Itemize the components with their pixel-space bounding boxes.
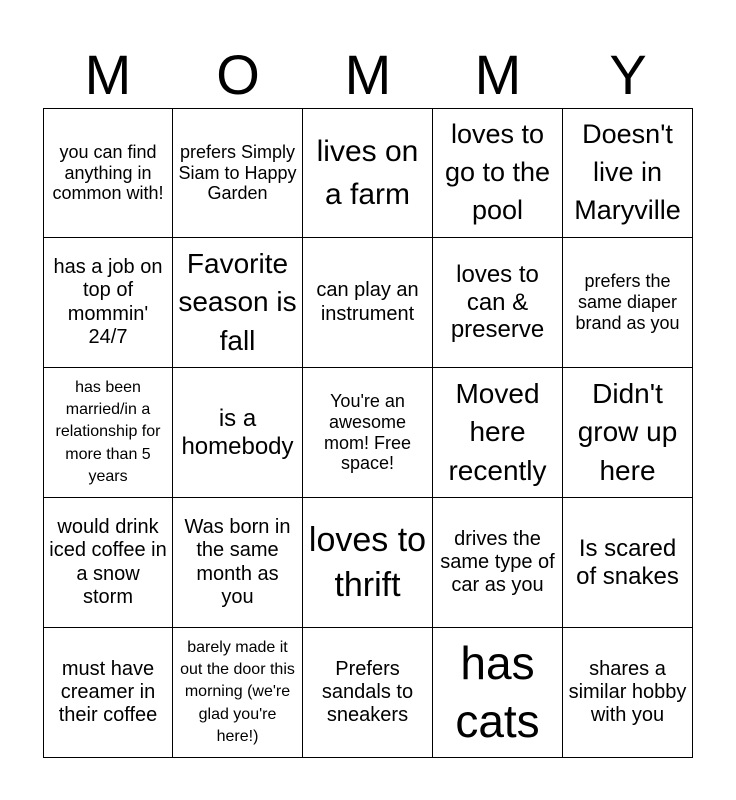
- header-letter-1: M: [84, 43, 132, 106]
- bingo-cell[interactable]: loves to can & preserve: [433, 238, 563, 368]
- bingo-cell[interactable]: Prefers sandals to sneakers: [303, 628, 433, 758]
- bingo-cell[interactable]: has been married/in a relationship for more than 5 years: [43, 368, 173, 498]
- header-letter-2: O: [216, 43, 260, 106]
- bingo-cell[interactable]: would drink iced coffee in a snow storm: [43, 498, 173, 628]
- bingo-cell[interactable]: loves to go to the pool: [433, 108, 563, 238]
- bingo-header: [43, 42, 693, 108]
- header-letter-4: M: [474, 43, 522, 106]
- bingo-cell[interactable]: barely made it out the door this morning (we're glad you're here!): [173, 628, 303, 758]
- bingo-cell[interactable]: Doesn't live in Maryville: [563, 108, 693, 238]
- bingo-cell[interactable]: is a homebody: [173, 368, 303, 498]
- bingo-cell[interactable]: Moved here recently: [433, 368, 563, 498]
- bingo-cell[interactable]: has a job on top of mommin' 24/7: [43, 238, 173, 368]
- free-space-cell[interactable]: You're an awesome mom! Free space!: [303, 368, 433, 498]
- bingo-cell[interactable]: drives the same type of car as you: [433, 498, 563, 628]
- bingo-cell[interactable]: prefers the same diaper brand as you: [563, 238, 693, 368]
- bingo-cell[interactable]: you can find anything in common with!: [43, 108, 173, 238]
- bingo-cell[interactable]: shares a similar hobby with you: [563, 628, 693, 758]
- bingo-board: [43, 108, 693, 758]
- bingo-cell[interactable]: Didn't grow up here: [563, 368, 693, 498]
- bingo-cell[interactable]: loves to thrift: [303, 498, 433, 628]
- bingo-cell[interactable]: Favorite season is fall: [173, 238, 303, 368]
- bingo-cell[interactable]: lives on a farm: [303, 108, 433, 238]
- header-letter-5: Y: [609, 43, 647, 106]
- header-letter-3: M: [344, 43, 392, 106]
- bingo-cell[interactable]: prefers Simply Siam to Happy Garden: [173, 108, 303, 238]
- bingo-cell[interactable]: must have creamer in their coffee: [43, 628, 173, 758]
- bingo-cell[interactable]: has cats: [433, 628, 563, 758]
- bingo-cell[interactable]: can play an instrument: [303, 238, 433, 368]
- bingo-cell[interactable]: Was born in the same month as you: [173, 498, 303, 628]
- bingo-cell[interactable]: Is scared of snakes: [563, 498, 693, 628]
